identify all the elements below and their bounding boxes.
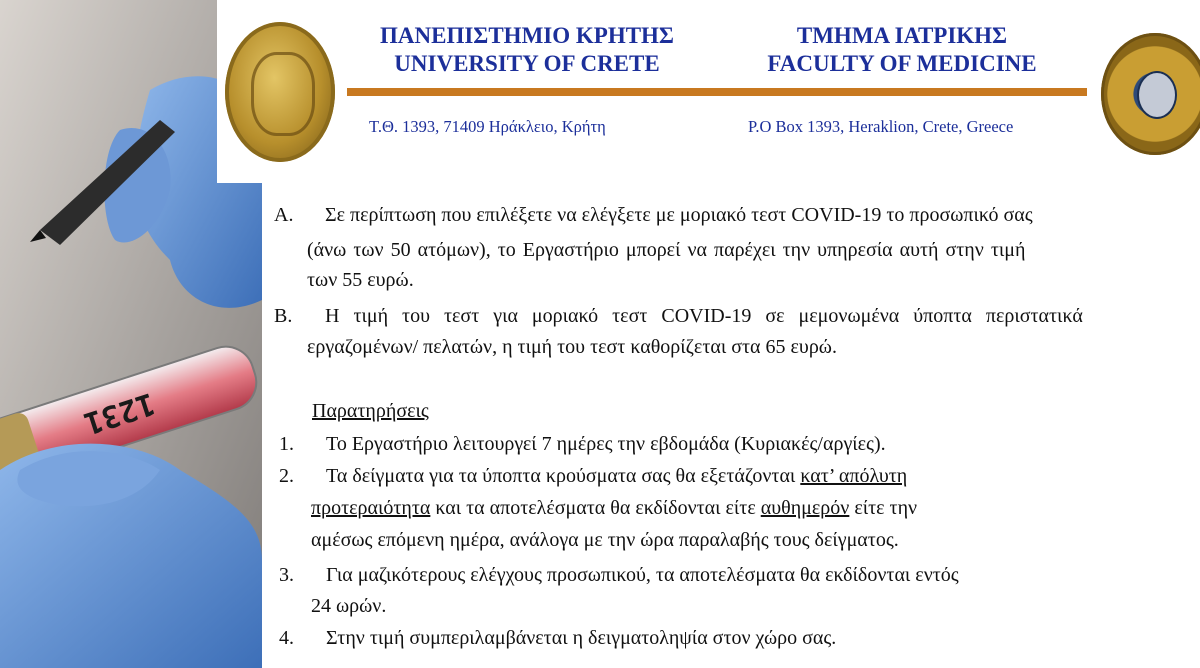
note-1-line-1: Το Εργαστήριο λειτουργεί 7 ημέρες την εβδομάδα (Κυριακές/αργίες).: [326, 433, 886, 455]
faculty-name-greek: ΤΜΗΜΑ ΙΑΤΡΙΚΗΣ: [796, 23, 1008, 48]
seal-portrait-icon: [1137, 71, 1177, 119]
note-4-line-1: Στην τιμή συμπεριλαμβάνεται η δειγματοληψία στον χώρο σας.: [326, 627, 837, 649]
note-2-emphasis-same-day: αυθημερόν: [760, 497, 850, 519]
note-4-marker: 4.: [279, 627, 294, 649]
letterhead-divider: [347, 88, 1087, 96]
address-greek: Τ.Θ. 1393, 71409 Ηράκλειο, Κρήτη: [369, 117, 606, 136]
faculty-name-english: FACULTY OF MEDICINE: [767, 51, 1037, 76]
university-name-greek: ΠΑΝΕΠΙΣΤΗΜΙΟ ΚΡΗΤΗΣ: [380, 23, 674, 48]
note-1-marker: 1.: [279, 433, 294, 455]
section-a-marker: A.: [274, 204, 294, 226]
note-3-line-2: 24 ωρών.: [311, 595, 387, 617]
section-a-line-1: Σε περίπτωση που επιλέξετε να ελέγξετε με μοριακό τεστ COVID-19 το προσωπικό σας: [325, 204, 1033, 226]
note-2-emphasis-priority: προτεραιότητα: [311, 497, 431, 519]
note-2-text-b: και τα αποτελέσματα θα εκδίδονται είτε: [430, 497, 761, 519]
university-name-english: UNIVERSITY OF CRETE: [394, 51, 660, 76]
note-2-line-1: [326, 463, 907, 489]
note-2-line-3: αμέσως επόμενη ημέρα, ανάλογα με την ώρα παραλαβής τους δείγματος.: [311, 529, 899, 551]
section-a-line-2: (άνω των 50 ατόμων), το Εργαστήριο μπορεί να παρέχει την υπηρεσία αυτή στην τιμή: [307, 239, 1026, 261]
faculty-seal-right: [1101, 33, 1200, 155]
note-2-emphasis-absolute: κατ’ απόλυτη: [800, 465, 908, 487]
note-2-marker: 2.: [279, 465, 294, 487]
note-3-line-1: Για μαζικότερους ελέγχους προσωπικού, τα αποτελέσματα θα εκδίδονται εντός: [326, 564, 959, 586]
seal-emblem-icon: [251, 52, 315, 136]
tube-label: 1231: [79, 385, 160, 441]
note-3-marker: 3.: [279, 564, 294, 586]
university-name: [357, 22, 697, 78]
faculty-name: [737, 22, 1067, 78]
section-b-line-1: Η τιμή του τεστ για μοριακό τεστ COVID-19 σε μεμονωμένα ύποπτα περιστατικά: [325, 305, 1083, 327]
note-2-line-2: [311, 495, 917, 521]
section-a-line-3: των 55 ευρώ.: [307, 269, 414, 291]
notes-heading: Παρατηρήσεις: [312, 400, 429, 422]
note-2-text-c: είτε την: [849, 497, 918, 519]
university-seal-left: [225, 22, 335, 162]
section-b-line-2: εργαζομένων/ πελατών, η τιμή του τεστ καθορίζεται στα 65 ευρώ.: [307, 336, 837, 358]
address-english: P.O Box 1393, Heraklion, Crete, Greece: [748, 117, 1014, 136]
letterhead: [217, 0, 1200, 183]
note-2-text-a: Τα δείγματα για τα ύποπτα κρούσματα σας θα εξετάζονται: [326, 465, 801, 487]
section-b-marker: B.: [274, 305, 293, 327]
